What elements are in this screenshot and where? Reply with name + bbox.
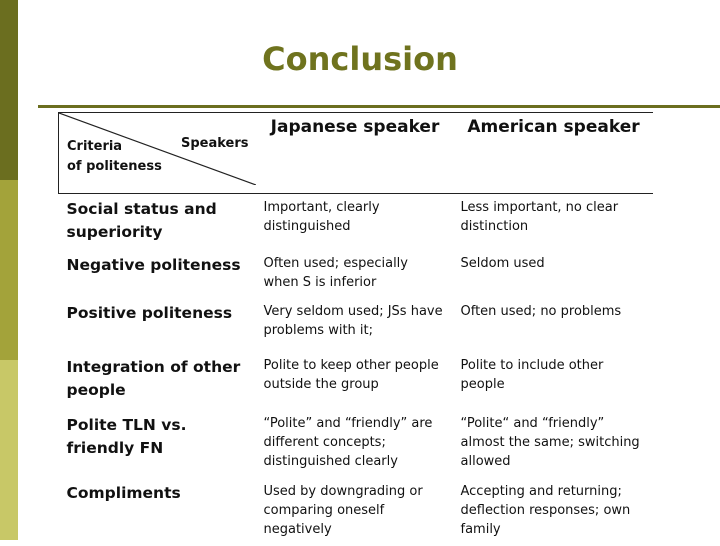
criterion-cell: Compliments	[66, 484, 181, 502]
japanese-cell: Polite to keep other people outside the group	[263, 358, 439, 392]
side-bar-segment	[0, 0, 18, 180]
criterion-cell: Polite TLN vs. friendly FN	[66, 416, 187, 457]
american-cell: “Polite“ and “friendly” almost the same; switching allowed	[460, 416, 640, 469]
japanese-cell: Often used; especially when S is inferior	[263, 256, 408, 290]
speakers-header-label: Speakers	[181, 136, 249, 151]
criterion-cell: Positive politeness	[66, 304, 233, 322]
japanese-cell: Important, clearly distinguished	[263, 200, 380, 234]
table-row	[59, 410, 653, 478]
japanese-cell: Very seldom used; JSs have problems with it;	[263, 304, 443, 338]
diagonal-header-cell	[59, 113, 256, 194]
american-cell: Often used; no problems	[460, 304, 622, 319]
column-header-american: American speaker	[453, 113, 653, 194]
criteria-label-line: of politeness	[67, 159, 162, 174]
side-bar-segment	[0, 180, 18, 360]
criteria-header-label	[67, 137, 162, 177]
table-header-row	[59, 113, 653, 194]
criteria-label-line: Criteria	[67, 139, 123, 154]
japanese-cell: Used by downgrading or comparing oneself negatively	[263, 484, 423, 537]
side-accent-bar	[0, 0, 18, 540]
table-row	[59, 478, 653, 546]
title-divider	[38, 105, 720, 108]
american-cell: Less important, no clear distinction	[460, 200, 619, 234]
table-row	[59, 298, 653, 352]
column-header-japanese: Japanese speaker	[256, 113, 453, 194]
criterion-cell: Negative politeness	[66, 256, 241, 274]
criterion-cell: Integration of other people	[66, 358, 241, 399]
table-row	[59, 352, 653, 410]
slide-title: Conclusion	[262, 40, 458, 78]
american-cell: Accepting and returning; deflection responses; own family	[460, 484, 631, 537]
american-cell: Seldom used	[460, 256, 545, 271]
comparison-table	[58, 112, 653, 546]
side-bar-segment	[0, 360, 18, 540]
table-row	[59, 194, 653, 251]
criterion-cell: Social status and superiority	[66, 200, 217, 241]
table-row	[59, 250, 653, 298]
american-cell: Polite to include other people	[460, 358, 604, 392]
japanese-cell: “Polite” and “friendly” are different concepts; distinguished clearly	[263, 416, 433, 469]
